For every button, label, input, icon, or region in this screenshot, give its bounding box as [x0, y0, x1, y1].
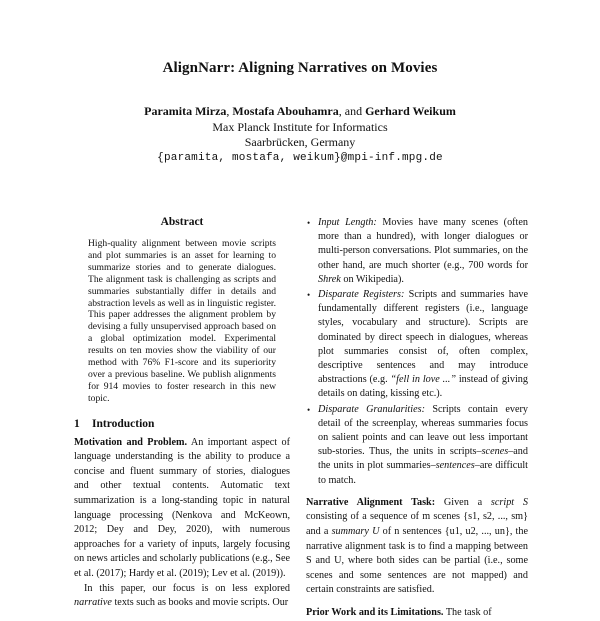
list-item-text: instead of giving details on dating, kissing etc.). — [318, 374, 528, 400]
abstract-text: High-quality alignment between movie scripts and plot summaries is an asset for learning to summarize stories and to generate dialogues. The alignment task is challenging as scripts and summaries substantially differ in details and abstraction levels as well as in linguistic register. This paper addresses the alignment problem by devising a fully unsupervised approach based on a global optimization model. Experimental results on ten movies show the viability of our method with 76% F1-score and its superiority over a previous baseline. We publish alignments for 914 movies to foster research in this new topic. — [88, 238, 276, 404]
author-name: Mostafa Abouhamra — [232, 104, 339, 118]
paragraph-heading: Prior Work and its Limitations. — [306, 607, 444, 619]
paragraph-text: An important aspect of language understanding is the ability to produce a concise and fluent summary of stories, dialogues and other textual contents. Automatic text summarization is a long-standing topic in natural language processing (Nenkova and McKeown, 2012; Dey and Dey, 2020), with numerous approaches for a variety of inputs, largely focusing on news articles and scholarly publications (e.g., See et al. (2017); Hardy et al. (2019); Lev et al. (2019)). — [74, 436, 290, 580]
list-item-text: Scripts and summaries have fundamentally different registers (i.e., language styles, vocabulary and structure). Scripts are dominated by direct speech in dialogues, whereas plot summaries consist of, often complex, descriptive sentences and may introduce abstractions (e.g. — [318, 289, 528, 386]
paper-title: AlignNarr: Aligning Narratives on Movies — [162, 60, 438, 76]
emphasis-text: “fell in love ...” — [390, 374, 456, 386]
paragraph-text: Given a — [435, 496, 491, 508]
list-item-text: on Wikipedia). — [340, 273, 404, 285]
paragraph-task — [306, 496, 528, 598]
emphasis-text: summary U — [331, 526, 380, 538]
paragraph-motivation — [74, 436, 290, 582]
author-email: {paramita, mostafa, weikum}@mpi-inf.mpg.de — [157, 151, 443, 164]
paragraph-text: consisting of a sequence of m scenes {s1, s2, ..., sm} and a — [306, 511, 528, 538]
author-names — [0, 104, 600, 120]
paragraph-heading: Motivation and Problem. — [74, 436, 188, 448]
bullet-icon: • — [307, 290, 311, 301]
author-separator: , — [226, 104, 233, 118]
bullet-icon: • — [307, 218, 311, 228]
author-name: Gerhard Weikum — [365, 104, 456, 118]
list-item-heading: Input Length: — [318, 217, 377, 228]
emphasis-text: sentences — [435, 460, 475, 472]
list-item — [306, 403, 528, 488]
abstract-heading: Abstract — [160, 216, 204, 228]
author-separator: , and — [338, 104, 366, 118]
author-name: Paramita Mirza — [144, 104, 227, 118]
left-column — [74, 216, 290, 611]
bullet-icon: • — [307, 404, 311, 415]
list-item-text: –are difficult to match. — [318, 460, 528, 486]
section-number: 1 — [74, 417, 80, 430]
location: Saarbrücken, Germany — [244, 135, 356, 149]
paragraph-text: texts such as books and movie scripts. Our — [111, 597, 289, 609]
emphasis-text: Shrek — [318, 273, 341, 285]
list-item-heading: Disparate Granularities: — [318, 403, 425, 415]
section-heading — [74, 418, 290, 430]
list-item-heading: Disparate Registers: — [318, 289, 405, 301]
paragraph-text: of n sentences {u1, u2, ..., un}, the narrative alignment task is to find a mapping between S and U, where both sides can be partial (i.e., some scenes and some sentences are not mapped) and certain constraints are satisfied. — [306, 526, 528, 596]
list-item-text: Scripts contain every detail of the screenplay, whereas summaries focus on salient points and can leave out less important sub-stories. Thus, the units in scripts– — [318, 403, 528, 458]
right-column — [306, 216, 528, 621]
emphasis-text: narrative — [74, 597, 112, 609]
paragraph-prior-work — [306, 606, 528, 621]
list-item-text: Movies have many scenes (often more than a hundred), with longer dialogues or multi-person conversations. Plot summaries, on the other hand, are much shorter (e.g., 700 words for — [318, 217, 528, 271]
paragraph-focus — [74, 582, 290, 611]
paragraph-text: In this paper, our focus is on less explored — [84, 582, 290, 594]
affiliation: Max Planck Institute for Informatics — [212, 119, 388, 134]
list-item — [306, 216, 528, 287]
section-title: Introduction — [92, 417, 155, 430]
author-block — [0, 104, 600, 166]
challenge-list — [306, 216, 528, 488]
paragraph-text: The task of — [443, 607, 492, 619]
list-item — [306, 288, 528, 402]
list-item-text: –and the units in plot summaries– — [318, 446, 528, 472]
emphasis-text: scenes — [481, 446, 509, 458]
paragraph-heading: Narrative Alignment Task: — [306, 496, 436, 508]
emphasis-text: script S — [490, 496, 528, 508]
